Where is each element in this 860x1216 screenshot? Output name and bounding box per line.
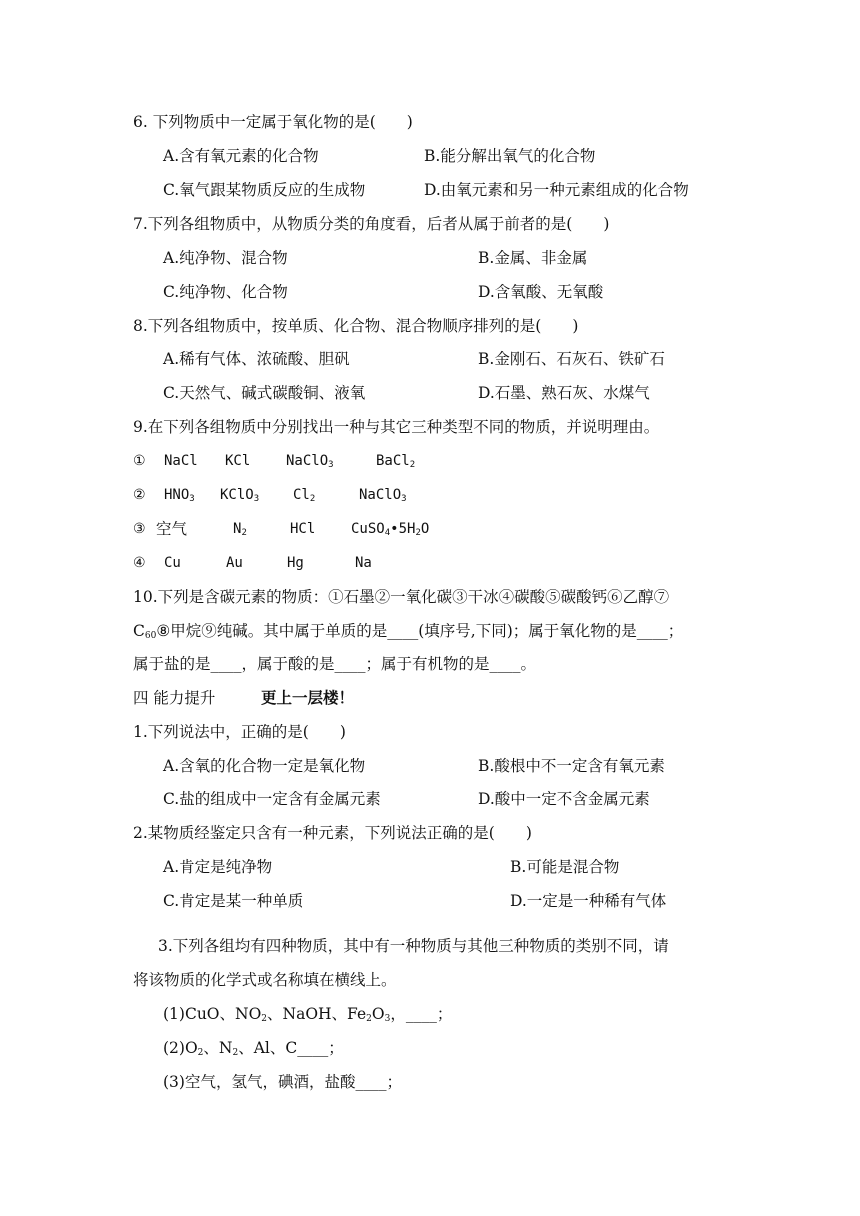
q9-r1-naclo3: NaClO$_3$ — [286, 453, 334, 470]
q9-r1-kcl: KCl — [225, 453, 251, 469]
q6-option-d: D.由氧元素和另一种元素组成的化合物 — [424, 181, 689, 199]
q9-r2-naclo3: NaClO$_3$ — [359, 487, 407, 504]
q6-stem: 6. 下列物质中一定属于氧化物的是( ) — [133, 113, 413, 131]
q9-marker-4: ④ — [133, 555, 146, 571]
q9-r3-air: 空气 — [156, 520, 188, 538]
q9-row-1 — [133, 451, 416, 471]
q9-row-4 — [133, 553, 372, 573]
q6-option-c: C.氧气跟某物质反应的生成物 — [163, 181, 366, 199]
p3-sub-2: $(2)O_2$、$N_2$、Al、C____； — [163, 1039, 344, 1058]
q7-option-d: D.含氧酸、无氧酸 — [478, 283, 604, 301]
q9-marker-1: ① — [133, 453, 146, 469]
q8-option-a: A.稀有气体、浓硫酸、胆矾 — [163, 350, 350, 368]
p1-option-d: D.酸中一定不含金属元素 — [478, 790, 650, 808]
q10-line-1: 10.下列是含碳元素的物质：①石墨②一氧化碳③干冰④碳酸⑤碳酸钙⑥乙醇⑦ — [133, 588, 670, 606]
q7-stem: 7.下列各组物质中，从物质分类的角度看，后者从属于前者的是( ) — [133, 215, 610, 233]
q7-option-c: C.纯净物、化合物 — [163, 283, 288, 301]
p3-stem-2: 将该物质的化学式或名称填在横线上。 — [133, 971, 397, 989]
q9-marker-2: ② — [133, 487, 146, 503]
section-4-title: 四 能力提升 — [133, 689, 216, 707]
q9-row-3 — [133, 519, 430, 539]
q7-option-b: B.金属、非金属 — [478, 249, 588, 267]
q9-r4-cu: Cu — [164, 555, 181, 571]
q9-marker-3: ③ — [133, 521, 146, 537]
p1-stem: 1.下列说法中，正确的是( ) — [133, 723, 346, 741]
section-4-slogan: 更上一层楼！ — [261, 688, 355, 707]
q8-option-b: B.金刚石、石灰石、铁矿石 — [478, 350, 665, 368]
p2-stem: 2.某物质经鉴定只含有一种元素，下列说法正确的是( ) — [133, 824, 532, 842]
p2-option-c: C.肯定是某一种单质 — [163, 892, 304, 910]
q10-line-3: 属于盐的是____，属于酸的是____；属于有机物的是____。 — [133, 655, 537, 673]
q9-r2-kclo3: KClO$_3$ — [220, 487, 260, 504]
q9-r2-cl2: $Cl_2$ — [293, 487, 316, 504]
q8-stem: 8.下列各组物质中，按单质、化合物、混合物顺序排列的是( ) — [133, 317, 579, 335]
q9-r4-hg: Hg — [287, 555, 304, 571]
q9-r2-hno3: $HNO_3$ — [164, 487, 195, 504]
p1-option-b: B.酸根中不一定含有氧元素 — [478, 757, 665, 775]
q9-r3-n2: $N_2$ — [233, 521, 247, 538]
q7-option-a: A.纯净物、混合物 — [163, 249, 288, 267]
p3-stem-1: 3.下列各组均有四种物质，其中有一种物质与其他三种物质的类别不同，请 — [158, 937, 669, 955]
q8-option-d: D.石墨、熟石灰、水煤气 — [478, 384, 650, 402]
p2-option-d: D.一定是一种稀有气体 — [510, 892, 667, 910]
q9-r1-bacl2: BaCl$_2$ — [376, 453, 416, 470]
q9-r4-au: Au — [226, 555, 243, 571]
q9-r3-hcl: HCl — [290, 521, 316, 537]
q9-r3-cuso4: $CuSO_4•5H_2O$ — [351, 521, 430, 538]
p1-option-c: C.盐的组成中一定含有金属元素 — [163, 790, 381, 808]
q9-r1-nacl: NaCl — [164, 453, 198, 469]
q9-stem: 9.在下列各组物质中分别找出一种与其它三种类型不同的物质，并说明理由。 — [133, 418, 660, 436]
q6-option-b: B.能分解出氧气的化合物 — [424, 147, 596, 165]
q8-option-c: C.天然气、碱式碳酸铜、液氧 — [163, 384, 366, 402]
p3-sub-3: (3)空气，氢气，碘酒，盐酸____； — [163, 1073, 402, 1091]
p2-option-a: A.肯定是纯净物 — [163, 858, 273, 876]
q9-row-2 — [133, 485, 407, 505]
q6-option-a: A.含有氧元素的化合物 — [163, 147, 319, 165]
p2-option-b: B.可能是混合物 — [510, 858, 620, 876]
q9-r4-na: Na — [355, 555, 372, 571]
p1-option-a: A.含氧的化合物一定是氧化物 — [163, 757, 366, 775]
q10-line-2: $C_{60}⑧$甲烷⑨纯碱。其中属于单质的是____(填序号,下同)；属于氧化物的是____； — [133, 622, 684, 641]
p3-sub-1: (1)CuO、$NO_2$、NaOH、$Fe_2O_3$，____； — [163, 1005, 453, 1024]
